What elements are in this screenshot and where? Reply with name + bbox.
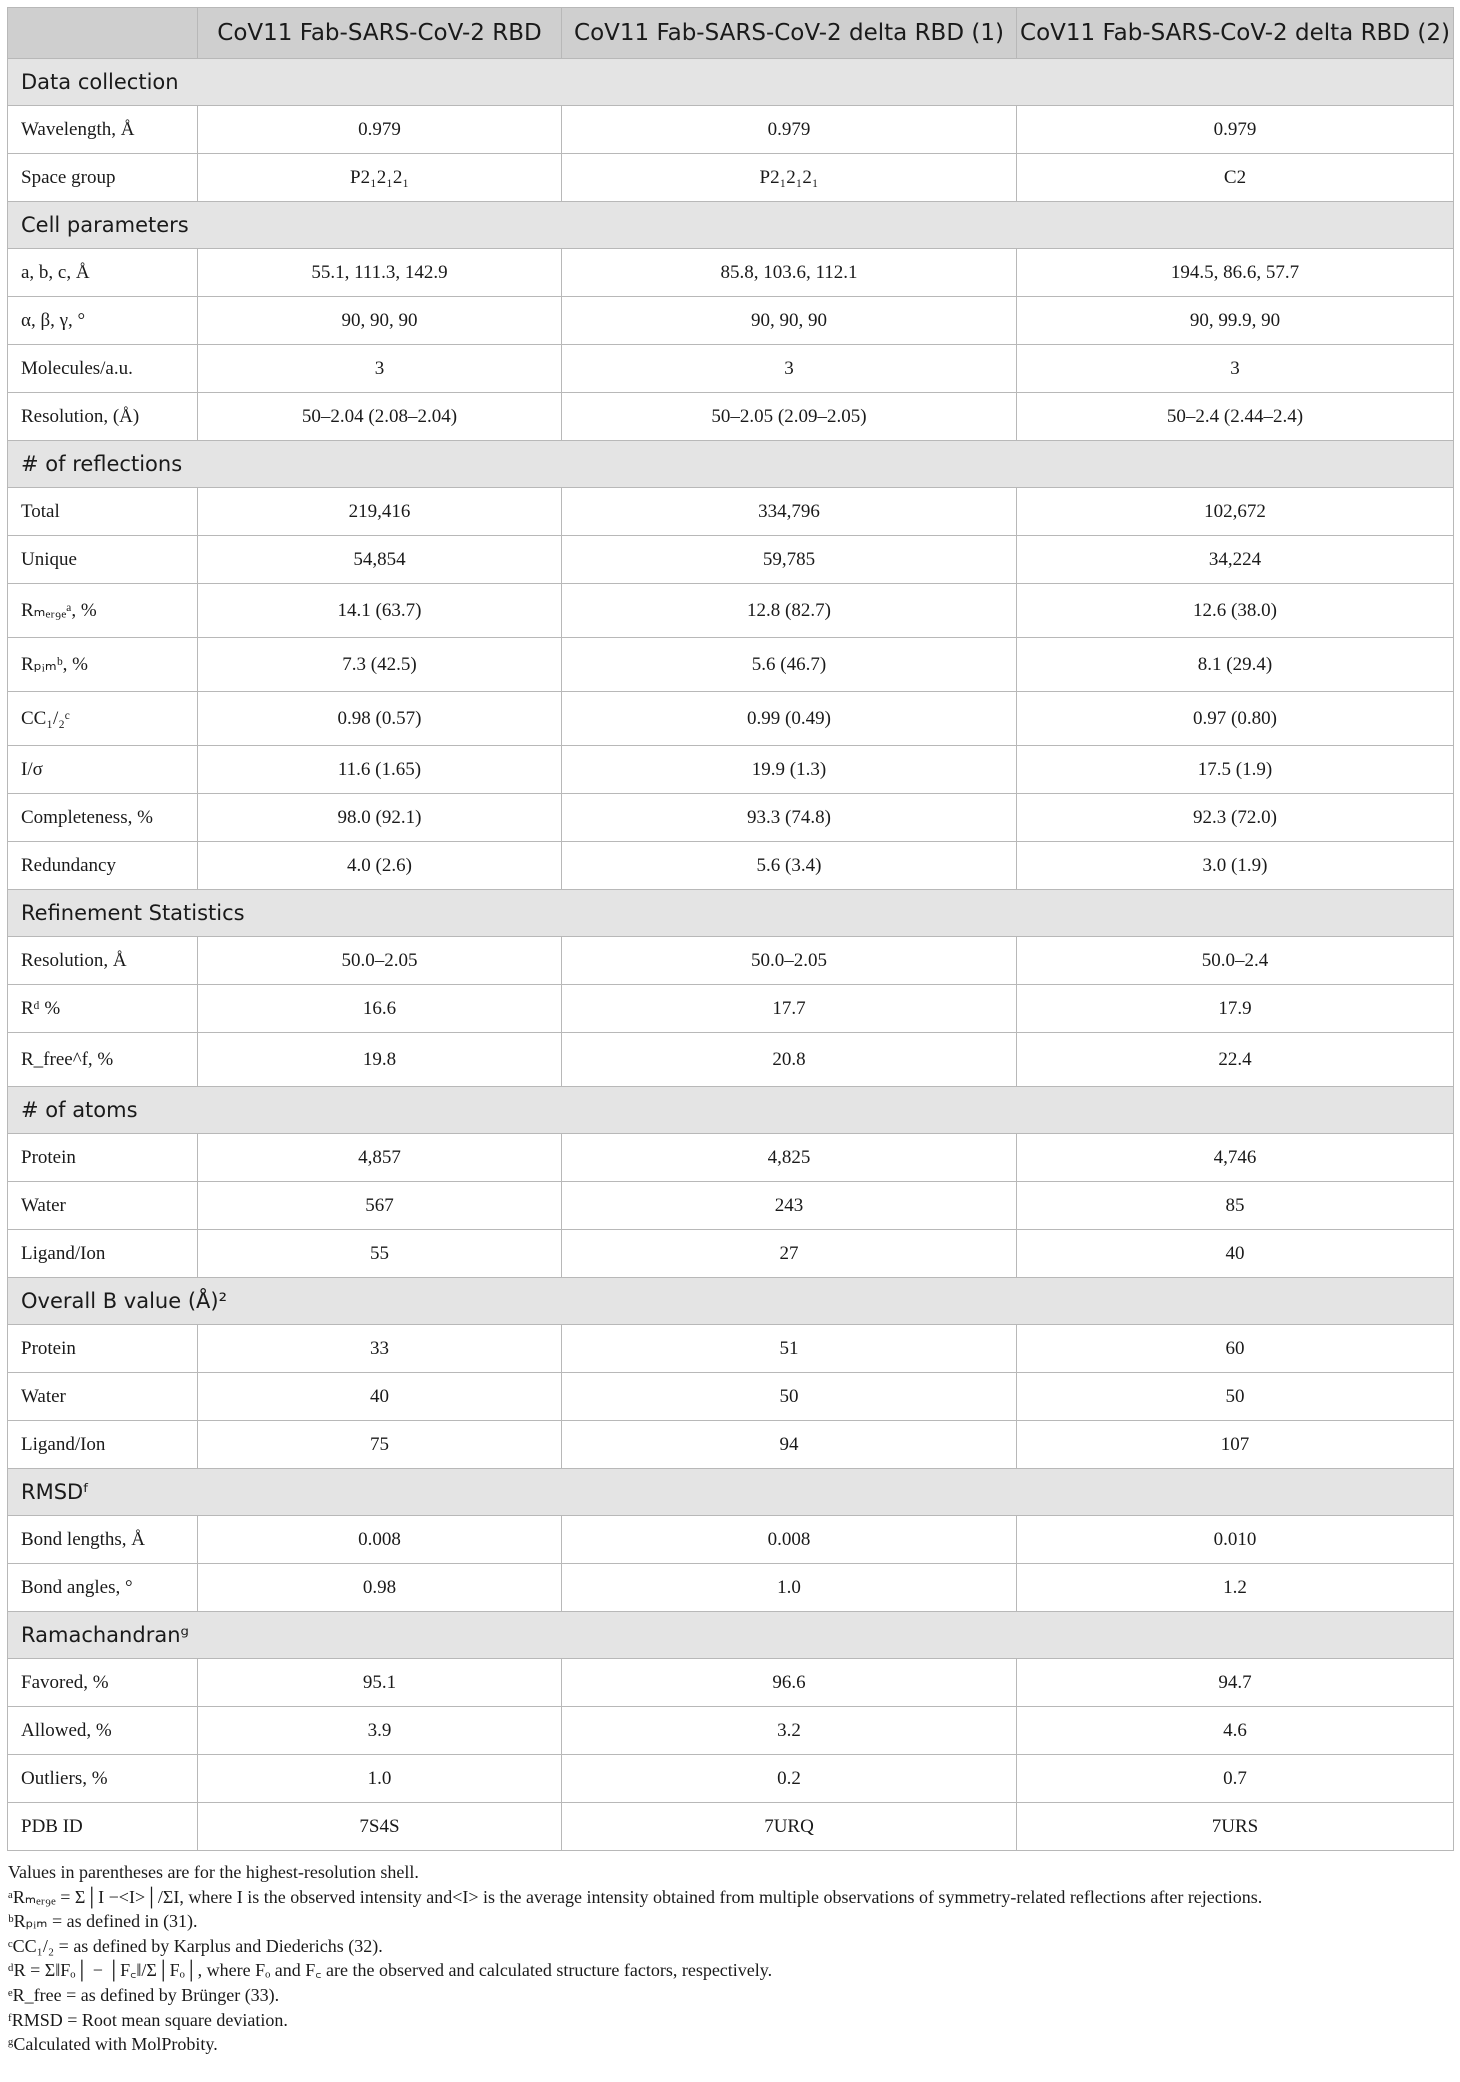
table-cell: 5.6 (3.4)	[562, 842, 1017, 890]
table-cell: 20.8	[562, 1033, 1017, 1087]
table-cell: 0.98	[198, 1564, 562, 1612]
section-label: Data collection	[8, 59, 1454, 106]
table-cell: 92.3 (72.0)	[1017, 794, 1454, 842]
table-cell: 94	[562, 1421, 1017, 1469]
crystallography-statistics-table	[7, 7, 1454, 1851]
table-cell: 90, 90, 90	[198, 297, 562, 345]
table-row	[8, 1564, 1454, 1612]
table-row	[8, 1033, 1454, 1087]
table-cell: 19.8	[198, 1033, 562, 1087]
table-cell: 11.6 (1.65)	[198, 746, 562, 794]
table-cell: 0.7	[1017, 1755, 1454, 1803]
section-header-row	[8, 59, 1454, 106]
table-cell: 40	[1017, 1230, 1454, 1278]
table-row	[8, 584, 1454, 638]
row-label: Protein	[8, 1325, 198, 1373]
table-cell: 0.008	[198, 1516, 562, 1564]
table-cell: 1.0	[198, 1755, 562, 1803]
table-row	[8, 937, 1454, 985]
table-cell: 85	[1017, 1182, 1454, 1230]
section-header-row	[8, 1087, 1454, 1134]
table-cell: 54,854	[198, 536, 562, 584]
table-row	[8, 1182, 1454, 1230]
table-row	[8, 638, 1454, 692]
table-cell: 219,416	[198, 488, 562, 536]
table-cell: 75	[198, 1421, 562, 1469]
section-label: Overall B value (Å)²	[8, 1278, 1454, 1325]
table-row	[8, 842, 1454, 890]
table-cell: 7S4S	[198, 1803, 562, 1851]
table-row	[8, 1373, 1454, 1421]
table-cell: 1.0	[562, 1564, 1017, 1612]
table-cell: 90, 90, 90	[562, 297, 1017, 345]
table-cell: 51	[562, 1325, 1017, 1373]
table-cell: 55	[198, 1230, 562, 1278]
table-cell: 4,825	[562, 1134, 1017, 1182]
footnote-line: ᵉR_free = as defined by Brünger (33).	[8, 1984, 280, 2005]
row-label: Ligand/Ion	[8, 1230, 198, 1278]
table-cell: 194.5, 86.6, 57.7	[1017, 249, 1454, 297]
table-row	[8, 1516, 1454, 1564]
table-row	[8, 297, 1454, 345]
table-cell: 8.1 (29.4)	[1017, 638, 1454, 692]
footnote-line: ᶜCC₁/₂ = as defined by Karplus and Diederichs (32).	[8, 1935, 383, 1956]
section-header-row	[8, 1278, 1454, 1325]
table-row	[8, 536, 1454, 584]
table-cell: 55.1, 111.3, 142.9	[198, 249, 562, 297]
header-cell-delta-rbd-2: CoV11 Fab-SARS-CoV-2 delta RBD (2)	[1017, 8, 1454, 59]
table-row	[8, 1134, 1454, 1182]
row-label: Ligand/Ion	[8, 1421, 198, 1469]
section-label: # of atoms	[8, 1087, 1454, 1134]
table-cell: 17.7	[562, 985, 1017, 1033]
table-cell: 0.98 (0.57)	[198, 692, 562, 746]
table-cell: 50.0–2.05	[198, 937, 562, 985]
table-cell: 3.9	[198, 1707, 562, 1755]
table-cell: 12.6 (38.0)	[1017, 584, 1454, 638]
table-cell: 0.2	[562, 1755, 1017, 1803]
table-cell: 17.5 (1.9)	[1017, 746, 1454, 794]
table-cell: 0.010	[1017, 1516, 1454, 1564]
table-cell: 17.9	[1017, 985, 1454, 1033]
table-cell: 0.979	[198, 106, 562, 154]
table-cell: 107	[1017, 1421, 1454, 1469]
table-body	[8, 59, 1454, 1851]
table-cell: 0.979	[562, 106, 1017, 154]
table-cell: 95.1	[198, 1659, 562, 1707]
section-label: RMSDᶠ	[8, 1469, 1454, 1516]
table-cell: 4,746	[1017, 1134, 1454, 1182]
table-cell: 34,224	[1017, 536, 1454, 584]
table-cell: 3.2	[562, 1707, 1017, 1755]
table-footnotes	[7, 1860, 1453, 2057]
table-cell: 3.0 (1.9)	[1017, 842, 1454, 890]
table-row	[8, 393, 1454, 441]
table-cell: 40	[198, 1373, 562, 1421]
table-row	[8, 345, 1454, 393]
section-header-row	[8, 890, 1454, 937]
section-header-row	[8, 441, 1454, 488]
table-cell: 5.6 (46.7)	[562, 638, 1017, 692]
data-table-figure	[7, 7, 1453, 2057]
section-label: Ramachandranᵍ	[8, 1612, 1454, 1659]
table-cell: 22.4	[1017, 1033, 1454, 1087]
row-label: CC₁/₂ᶜ	[8, 692, 198, 746]
table-cell: 50	[1017, 1373, 1454, 1421]
table-cell: 1.2	[1017, 1564, 1454, 1612]
row-label: Completeness, %	[8, 794, 198, 842]
row-label: Bond angles, °	[8, 1564, 198, 1612]
table-cell: 90, 99.9, 90	[1017, 297, 1454, 345]
table-cell: 50–2.04 (2.08–2.04)	[198, 393, 562, 441]
table-cell: P2₁2₁2₁	[562, 154, 1017, 202]
table-row	[8, 1421, 1454, 1469]
table-cell: P2₁2₁2₁	[198, 154, 562, 202]
table-cell: 50.0–2.05	[562, 937, 1017, 985]
table-cell: 50	[562, 1373, 1017, 1421]
row-label: a, b, c, Å	[8, 249, 198, 297]
table-cell: 98.0 (92.1)	[198, 794, 562, 842]
table-cell: 50.0–2.4	[1017, 937, 1454, 985]
table-row	[8, 1325, 1454, 1373]
table-cell: 3	[562, 345, 1017, 393]
table-cell: 85.8, 103.6, 112.1	[562, 249, 1017, 297]
table-cell: 7.3 (42.5)	[198, 638, 562, 692]
section-label: Cell parameters	[8, 202, 1454, 249]
row-label: Resolution, Å	[8, 937, 198, 985]
row-label: Rₚᵢₘᵇ, %	[8, 638, 198, 692]
table-row	[8, 692, 1454, 746]
table-cell: 7URQ	[562, 1803, 1017, 1851]
table-cell: 102,672	[1017, 488, 1454, 536]
table-cell: 50–2.05 (2.09–2.05)	[562, 393, 1017, 441]
section-header-row	[8, 1612, 1454, 1659]
footnote-line: ᵍCalculated with MolProbity.	[8, 2034, 218, 2055]
table-cell: 94.7	[1017, 1659, 1454, 1707]
table-cell: 567	[198, 1182, 562, 1230]
table-header-row	[8, 8, 1454, 59]
table-row	[8, 106, 1454, 154]
row-label: Rᵈ %	[8, 985, 198, 1033]
table-cell: 3	[198, 345, 562, 393]
row-label: Bond lengths, Å	[8, 1516, 198, 1564]
table-row	[8, 249, 1454, 297]
row-label: Redundancy	[8, 842, 198, 890]
row-label: Water	[8, 1373, 198, 1421]
row-label: Space group	[8, 154, 198, 202]
row-label: R_free^f, %	[8, 1033, 198, 1087]
table-cell: 4,857	[198, 1134, 562, 1182]
row-label: Allowed, %	[8, 1707, 198, 1755]
footnote-line: ᶠRMSD = Root mean square deviation.	[8, 2009, 288, 2030]
table-row	[8, 1707, 1454, 1755]
footnote-line: ᵈR = Σ‖Fₒ│ − │F꜀‖/Σ│Fₒ│, where Fₒ and F꜀ are the observed and calculated structure factors, respectively.	[8, 1960, 773, 1981]
row-label: PDB ID	[8, 1803, 198, 1851]
table-cell: 96.6	[562, 1659, 1017, 1707]
table-row	[8, 1755, 1454, 1803]
row-label: Water	[8, 1182, 198, 1230]
table-cell: 0.979	[1017, 106, 1454, 154]
row-label: I/σ	[8, 746, 198, 794]
header-cell-empty	[8, 8, 198, 59]
table-cell: 16.6	[198, 985, 562, 1033]
footnote-line: ᵇRₚᵢₘ = as defined in (31).	[8, 1911, 198, 1932]
table-cell: 4.6	[1017, 1707, 1454, 1755]
section-header-row	[8, 202, 1454, 249]
table-cell: 334,796	[562, 488, 1017, 536]
table-cell: 14.1 (63.7)	[198, 584, 562, 638]
table-cell: 3	[1017, 345, 1454, 393]
table-row	[8, 488, 1454, 536]
table-cell: 243	[562, 1182, 1017, 1230]
table-row	[8, 794, 1454, 842]
row-label: Protein	[8, 1134, 198, 1182]
table-row	[8, 1803, 1454, 1851]
row-label: α, β, γ, °	[8, 297, 198, 345]
row-label: Favored, %	[8, 1659, 198, 1707]
footnote-line: ᵃRₘₑᵣ₉ₑ = Σ│I −<I>│/ΣI, where I is the observed intensity and<I> is the average intensity obtained from multiple observations of symmetry-related reflections after rejections.	[8, 1886, 1263, 1907]
table-cell: 12.8 (82.7)	[562, 584, 1017, 638]
row-label: Molecules/a.u.	[8, 345, 198, 393]
table-cell: 19.9 (1.3)	[562, 746, 1017, 794]
row-label: Resolution, (Å)	[8, 393, 198, 441]
footnote-line: Values in parentheses are for the highest-resolution shell.	[8, 1862, 419, 1882]
section-label: # of reflections	[8, 441, 1454, 488]
section-header-row	[8, 1469, 1454, 1516]
table-row	[8, 1659, 1454, 1707]
table-cell: 0.99 (0.49)	[562, 692, 1017, 746]
table-cell: 59,785	[562, 536, 1017, 584]
table-cell: 93.3 (74.8)	[562, 794, 1017, 842]
table-cell: C2	[1017, 154, 1454, 202]
table-cell: 27	[562, 1230, 1017, 1278]
row-label: Total	[8, 488, 198, 536]
table-cell: 33	[198, 1325, 562, 1373]
header-cell-rbd: CoV11 Fab-SARS-CoV-2 RBD	[198, 8, 562, 59]
table-row	[8, 154, 1454, 202]
table-cell: 0.97 (0.80)	[1017, 692, 1454, 746]
row-label: Rₘₑᵣ₉ₑᵃ, %	[8, 584, 198, 638]
table-row	[8, 1230, 1454, 1278]
section-label: Refinement Statistics	[8, 890, 1454, 937]
table-cell: 4.0 (2.6)	[198, 842, 562, 890]
table-cell: 0.008	[562, 1516, 1017, 1564]
header-cell-delta-rbd-1: CoV11 Fab-SARS-CoV-2 delta RBD (1)	[562, 8, 1017, 59]
table-cell: 60	[1017, 1325, 1454, 1373]
table-cell: 7URS	[1017, 1803, 1454, 1851]
table-row	[8, 746, 1454, 794]
row-label: Unique	[8, 536, 198, 584]
row-label: Wavelength, Å	[8, 106, 198, 154]
table-cell: 50–2.4 (2.44–2.4)	[1017, 393, 1454, 441]
table-row	[8, 985, 1454, 1033]
row-label: Outliers, %	[8, 1755, 198, 1803]
